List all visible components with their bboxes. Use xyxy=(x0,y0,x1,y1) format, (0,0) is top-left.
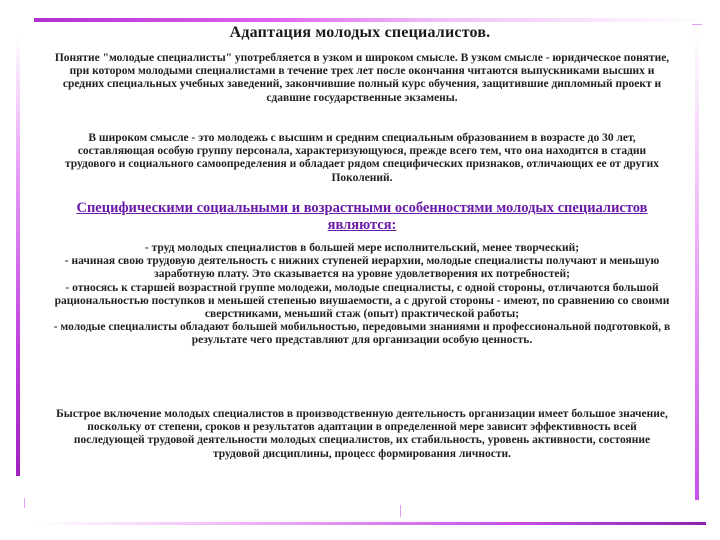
frame-tick xyxy=(692,24,702,25)
section-heading: Специфическими социальными и возрастными особенностями молодых специалистов являются: xyxy=(76,200,648,233)
paragraph-narrow-definition: Понятие "молодые специалисты" употребляется в узком и широком смысле. В узком смысле - юридическое понятие, при котором молодыми специалистами в течение трех лет после окончания читаются выпускниками высших и средних специальных учебных заведений, закончившие полный курс обучения, защитившие дипломный проект и сдавшие государственные экзамены. xyxy=(54,52,670,104)
frame-tick xyxy=(400,505,401,517)
list-item: - труд молодых специалистов в большей мере исполнительский, менее творческий; xyxy=(144,242,580,254)
frame-right-bar xyxy=(695,30,699,500)
frame-tick xyxy=(24,498,25,508)
list-item: - относясь к старшей возрастной группе молодежи, молодые специалисты, с одной стороны, отличаются большой рациональностью поступков и меньшей степенью внушаемости, а с другой стороны - имеют, по сравнению со своими сверстниками, меньший стаж (опыт) практической работы; xyxy=(54,281,670,321)
features-list xyxy=(52,242,672,348)
frame-top-bar xyxy=(34,18,706,22)
paragraph-broad-definition: В широком смысле - это молодежь с высшим и средним специальным образованием в возрасте до 30 лет, составляющая особую группу персонала, характеризующуюся, прежде всего тем, что она находится в стадии трудового и социального самоопределения и обладает рядом специфических признаков, отличающих ее от других Поколений. xyxy=(64,132,660,184)
paragraph-conclusion: Быстрое включение молодых специалистов в производственную деятельность организации имеет большое значение, поскольку от степени, сроков и результатов адаптации в определенной мере зависит эффективность всей последующей трудовой деятельности молодых специалистов, их стабильность, уровень активности, состояние трудовой дисциплины, процесс формирования личности. xyxy=(56,408,668,460)
frame-bottom-bar xyxy=(34,522,706,525)
frame-left-bar xyxy=(16,36,20,476)
list-item: - начиная свою трудовую деятельность с нижних ступеней иерархии, молодые специалисты получают и меньшую заработную плату. Это сказывается на уровне удовлетворения их потребностей; xyxy=(64,255,660,281)
list-item: - молодые специалисты обладают большей мобильностью, передовыми знаниями и профессиональной подготовкой, в результате чего представляют для организации особую ценность. xyxy=(53,321,671,347)
slide-title: Адаптация молодых специалистов. xyxy=(229,24,491,41)
